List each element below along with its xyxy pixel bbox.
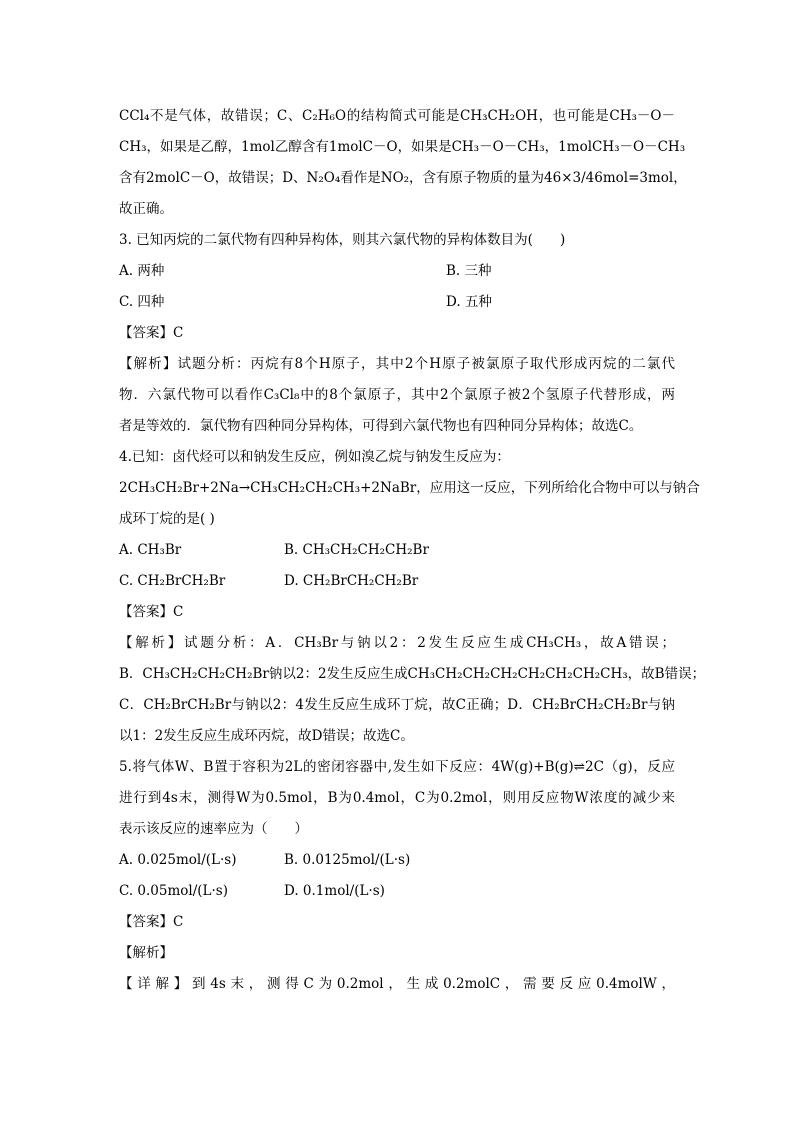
question-5-options-row-1 xyxy=(119,845,675,876)
question-5-analysis-heading: 【解析】 xyxy=(119,945,173,961)
question-4-analysis-line: 以1：2发生反应生成环丙烷，故D错误；故选C。 xyxy=(119,728,414,744)
option-b: B. CH₃CH₂CH₂CH₂Br xyxy=(284,542,429,558)
option-a: A. CH₃Br xyxy=(119,542,182,558)
question-3-options-row-2 xyxy=(119,287,675,318)
option-b: B. 0.0125mol/(L·s) xyxy=(284,852,411,868)
document-body xyxy=(119,101,706,1000)
question-4-stem-line: 成环丁烷的是( ) xyxy=(119,511,215,527)
question-4-analysis-line: B．CH₃CH₂CH₂CH₂Br钠以2：2发生反应生成CH₃CH₂CH₂CH₂CH₂CH₂CH₂CH₃，故B错误； xyxy=(119,666,706,682)
option-c: C. CH₂BrCH₂Br xyxy=(119,573,226,589)
text-line: CCl₄不是气体，故错误；C、C₂H₆O的结构简式可能是CH₃CH₂OH，也可能是CH₃－O－ xyxy=(119,108,675,124)
question-3-stem: 3. 已知丙烷的二氯代物有四种异构体，则其六氯代物的异构体数目为( ) xyxy=(119,232,566,248)
question-5-answer: 【答案】C xyxy=(119,914,184,930)
question-5-detail-line: 【详解】到4s末，测得C为0.2mol，生成0.2molC，需要反应0.4molW， xyxy=(119,976,675,992)
question-4-analysis-line: 【解析】试题分析：A．CH₃Br与钠以2：2发生反应生成CH₃CH₃，故A错误； xyxy=(119,635,675,651)
question-4-stem-line: 2CH₃CH₂Br+2Na→CH₃CH₂CH₂CH₃+2NaBr，应用这一反应，下列所给化合物中可以与钠合 xyxy=(119,480,700,496)
question-3-options-row-1 xyxy=(119,256,675,287)
question-4-answer: 【答案】C xyxy=(119,604,184,620)
option-c: C. 0.05mol/(L·s) xyxy=(119,883,229,899)
question-3-analysis-line: 【解析】试题分析：丙烷有8个H原子，其中2个H原子被氯原子取代形成丙烷的二氯代 xyxy=(119,356,675,372)
text-line: 含有2molC－O，故错误；D、N₂O₄看作是NO₂，含有原子物质的量为46×3/46mol=3mol， xyxy=(119,170,687,186)
option-a: A. 两种 xyxy=(119,263,165,279)
option-d: D. CH₂BrCH₂CH₂Br xyxy=(284,573,419,589)
option-b: B. 三种 xyxy=(446,263,492,279)
question-4-options-row-1 xyxy=(119,535,675,566)
question-4-options-row-2 xyxy=(119,566,675,597)
question-5-stem-line: 进行到4s末，测得W为0.5mol，B为0.4mol，C为0.2mol，则用反应物W浓度的减少来 xyxy=(119,790,675,806)
question-5-stem-line: 5.将气体W、B置于容积为2L的密闭容器中,发生如下反应：4W(g)+B(g)⇌2C（g)，反应 xyxy=(119,759,675,775)
question-5-stem-line: 表示该反应的速率应为（ ） xyxy=(119,821,308,837)
option-a: A. 0.025mol/(L·s) xyxy=(119,852,237,868)
option-d: D. 五种 xyxy=(446,294,492,310)
question-4-analysis-line: C．CH₂BrCH₂Br与钠以2：4发生反应生成环丁烷，故C正确；D．CH₂BrCH₂CH₂Br与钠 xyxy=(119,697,675,713)
question-5-options-row-2 xyxy=(119,876,675,907)
question-3-analysis-line: 者是等效的．氯代物有四种同分异构体，可得到六氯代物也有四种同分异构体；故选C。 xyxy=(119,418,643,434)
question-3-answer: 【答案】C xyxy=(119,325,184,341)
text-line: 故正确。 xyxy=(119,201,173,217)
question-3-analysis-line: 物．六氯代物可以看作C₃Cl₈中的8个氯原子，其中2个氯原子被2个氢原子代替形成，两 xyxy=(119,387,675,403)
option-c: C. 四种 xyxy=(119,294,165,310)
question-4-stem-line: 4.已知：卤代烃可以和钠发生反应，例如溴乙烷与钠发生反应为： xyxy=(119,449,510,465)
text-line: CH₃，如果是乙醇，1mol乙醇含有1molC－O，如果是CH₃－O－CH₃，1molCH₃－O－CH₃ xyxy=(119,139,686,155)
option-d: D. 0.1mol/(L·s) xyxy=(284,883,385,899)
